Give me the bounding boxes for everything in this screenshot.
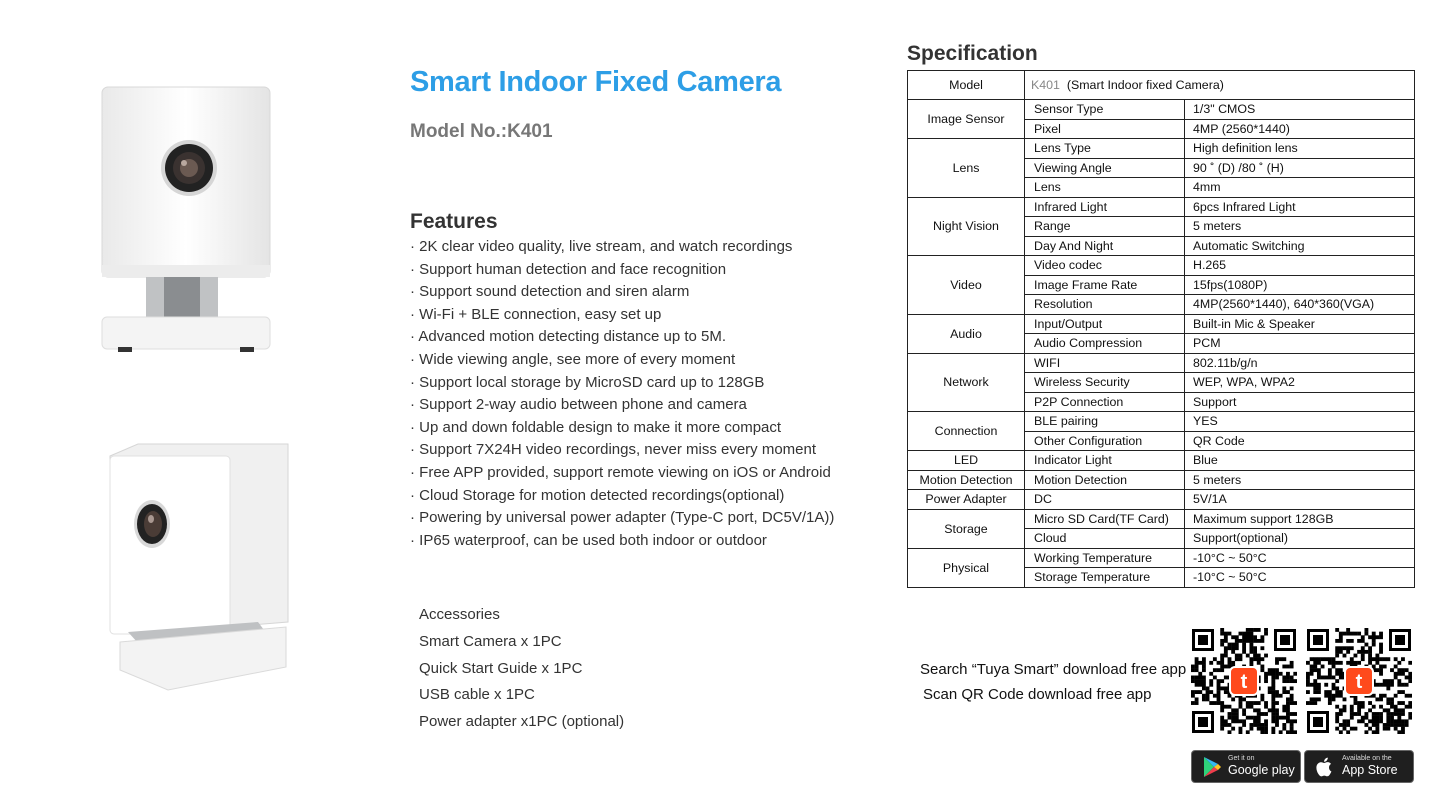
spec-category: Power Adapter [908, 490, 1025, 510]
feature-item: · IP65 waterproof, can be used both indoor or outdoor [410, 531, 834, 554]
spec-row [908, 470, 1415, 490]
feature-item: · Support local storage by MicroSD card up to 128GB [410, 373, 834, 396]
spec-key: Indicator Light [1025, 451, 1185, 471]
app-store-small: Available on the [1342, 755, 1392, 762]
spec-category: Model [908, 71, 1025, 100]
spec-key: Sensor Type [1025, 100, 1185, 120]
accessories-list [419, 605, 624, 739]
spec-key: Infrared Light [1025, 197, 1185, 217]
spec-key: Lens [1025, 178, 1185, 198]
camera-side-image [108, 442, 290, 692]
google-play-small: Get it on [1228, 755, 1255, 762]
feature-item: · Wi-Fi + BLE connection, easy set up [410, 305, 834, 328]
spec-heading: Specification [907, 42, 1038, 65]
spec-row [908, 197, 1415, 217]
spec-category: Connection [908, 412, 1025, 451]
product-title: Smart Indoor Fixed Camera [410, 66, 782, 98]
spec-model-cell [1025, 71, 1415, 100]
spec-model-code: K401 [1031, 78, 1060, 92]
spec-model-desc: (Smart Indoor fixed Camera) [1066, 78, 1224, 92]
spec-row [908, 490, 1415, 510]
camera-front-image [100, 85, 272, 355]
spec-key: Input/Output [1025, 314, 1185, 334]
spec-value: YES [1185, 412, 1415, 432]
spec-key: Storage Temperature [1025, 568, 1185, 588]
spec-value: H.265 [1185, 256, 1415, 276]
spec-row [908, 256, 1415, 276]
spec-key: Pixel [1025, 119, 1185, 139]
spec-key: BLE pairing [1025, 412, 1185, 432]
google-play-icon [1202, 756, 1222, 778]
spec-value: 4MP (2560*1440) [1185, 119, 1415, 139]
spec-value: 90 ˚ (D) /80 ˚ (H) [1185, 158, 1415, 178]
spec-value: 5 meters [1185, 217, 1415, 237]
spec-key: Range [1025, 217, 1185, 237]
spec-value: WEP, WPA, WPA2 [1185, 373, 1415, 393]
spec-key: Image Frame Rate [1025, 275, 1185, 295]
spec-value: -10°C ~ 50°C [1185, 548, 1415, 568]
spec-row [908, 509, 1415, 529]
spec-key: Other Configuration [1025, 431, 1185, 451]
spec-category: Physical [908, 548, 1025, 587]
spec-row [908, 139, 1415, 159]
spec-category: Night Vision [908, 197, 1025, 256]
ios-qr-code[interactable] [1306, 628, 1412, 734]
feature-item: · 2K clear video quality, live stream, and watch recordings [410, 237, 834, 260]
feature-item: · Up and down foldable design to make it more compact [410, 418, 834, 441]
feature-item: · Support sound detection and siren alarm [410, 282, 834, 305]
spec-key: DC [1025, 490, 1185, 510]
spec-key: Cloud [1025, 529, 1185, 549]
spec-row [908, 412, 1415, 432]
spec-row [908, 548, 1415, 568]
spec-value: 5 meters [1185, 470, 1415, 490]
spec-category: Audio [908, 314, 1025, 353]
spec-key: P2P Connection [1025, 392, 1185, 412]
model-number: Model No.:K401 [410, 121, 553, 142]
tuya-logo-letter: t [1240, 671, 1248, 693]
spec-category: Motion Detection [908, 470, 1025, 490]
spec-value: Blue [1185, 451, 1415, 471]
spec-value: Support(optional) [1185, 529, 1415, 549]
tuya-logo-letter: t [1355, 671, 1363, 693]
app-store-big: App Store [1342, 763, 1398, 777]
feature-item: · Powering by universal power adapter (Type-C port, DC5V/1A)) [410, 508, 834, 531]
spec-value: 5V/1A [1185, 490, 1415, 510]
spec-value: 4MP(2560*1440), 640*360(VGA) [1185, 295, 1415, 315]
google-play-badge[interactable] [1191, 750, 1301, 783]
spec-category: LED [908, 451, 1025, 471]
spec-value: -10°C ~ 50°C [1185, 568, 1415, 588]
accessory-item: Quick Start Guide x 1PC [419, 659, 583, 677]
spec-key: Resolution [1025, 295, 1185, 315]
spec-row [908, 314, 1415, 334]
spec-value: 4mm [1185, 178, 1415, 198]
spec-category: Network [908, 353, 1025, 412]
spec-row [908, 100, 1415, 120]
spec-row [908, 353, 1415, 373]
features-heading: Features [410, 210, 498, 233]
feature-item: · Cloud Storage for motion detected recordings(optional) [410, 486, 834, 509]
spec-key: Day And Night [1025, 236, 1185, 256]
spec-value: 1/3" CMOS [1185, 100, 1415, 120]
feature-item: · Wide viewing angle, see more of every moment [410, 350, 834, 373]
features-list [410, 237, 834, 553]
spec-value: 15fps(1080P) [1185, 275, 1415, 295]
feature-item: · Advanced motion detecting distance up to 5M. [410, 327, 834, 350]
spec-category: Storage [908, 509, 1025, 548]
spec-row-model [908, 71, 1415, 100]
spec-key: Motion Detection [1025, 470, 1185, 490]
spec-value: 6pcs Infrared Light [1185, 197, 1415, 217]
spec-value: Maximum support 128GB [1185, 509, 1415, 529]
spec-value: Automatic Switching [1185, 236, 1415, 256]
scan-qr-text: Scan QR Code download free app [923, 686, 1152, 703]
spec-key: WIFI [1025, 353, 1185, 373]
spec-row [908, 451, 1415, 471]
feature-item: · Support human detection and face recognition [410, 260, 834, 283]
spec-value: PCM [1185, 334, 1415, 354]
spec-category: Image Sensor [908, 100, 1025, 139]
accessory-item: USB cable x 1PC [419, 686, 535, 704]
spec-table [907, 70, 1415, 588]
spec-value: 802.11b/g/n [1185, 353, 1415, 373]
spec-key: Lens Type [1025, 139, 1185, 159]
spec-key: Viewing Angle [1025, 158, 1185, 178]
feature-item: · Support 2-way audio between phone and camera [410, 395, 834, 418]
accessory-item: Power adapter x1PC (optional) [419, 713, 625, 731]
feature-item: · Support 7X24H video recordings, never miss every moment [410, 440, 834, 463]
spec-category: Lens [908, 139, 1025, 198]
spec-key: Working Temperature [1025, 548, 1185, 568]
accessory-item: Smart Camera x 1PC [419, 632, 562, 650]
search-app-text: Search “Tuya Smart” download free app [920, 661, 1187, 678]
apple-icon [1315, 756, 1335, 778]
accessories-heading: Accessories [419, 606, 500, 623]
spec-value: QR Code [1185, 431, 1415, 451]
spec-value: Built-in Mic & Speaker [1185, 314, 1415, 334]
spec-value: High definition lens [1185, 139, 1415, 159]
feature-item: · Free APP provided, support remote viewing on iOS or Android [410, 463, 834, 486]
app-store-badge[interactable] [1304, 750, 1414, 783]
spec-value: Support [1185, 392, 1415, 412]
spec-key: Video codec [1025, 256, 1185, 276]
google-play-big: Google play [1228, 763, 1295, 777]
spec-category: Video [908, 256, 1025, 315]
spec-key: Wireless Security [1025, 373, 1185, 393]
android-qr-code[interactable] [1191, 628, 1297, 734]
spec-key: Audio Compression [1025, 334, 1185, 354]
spec-key: Micro SD Card(TF Card) [1025, 509, 1185, 529]
